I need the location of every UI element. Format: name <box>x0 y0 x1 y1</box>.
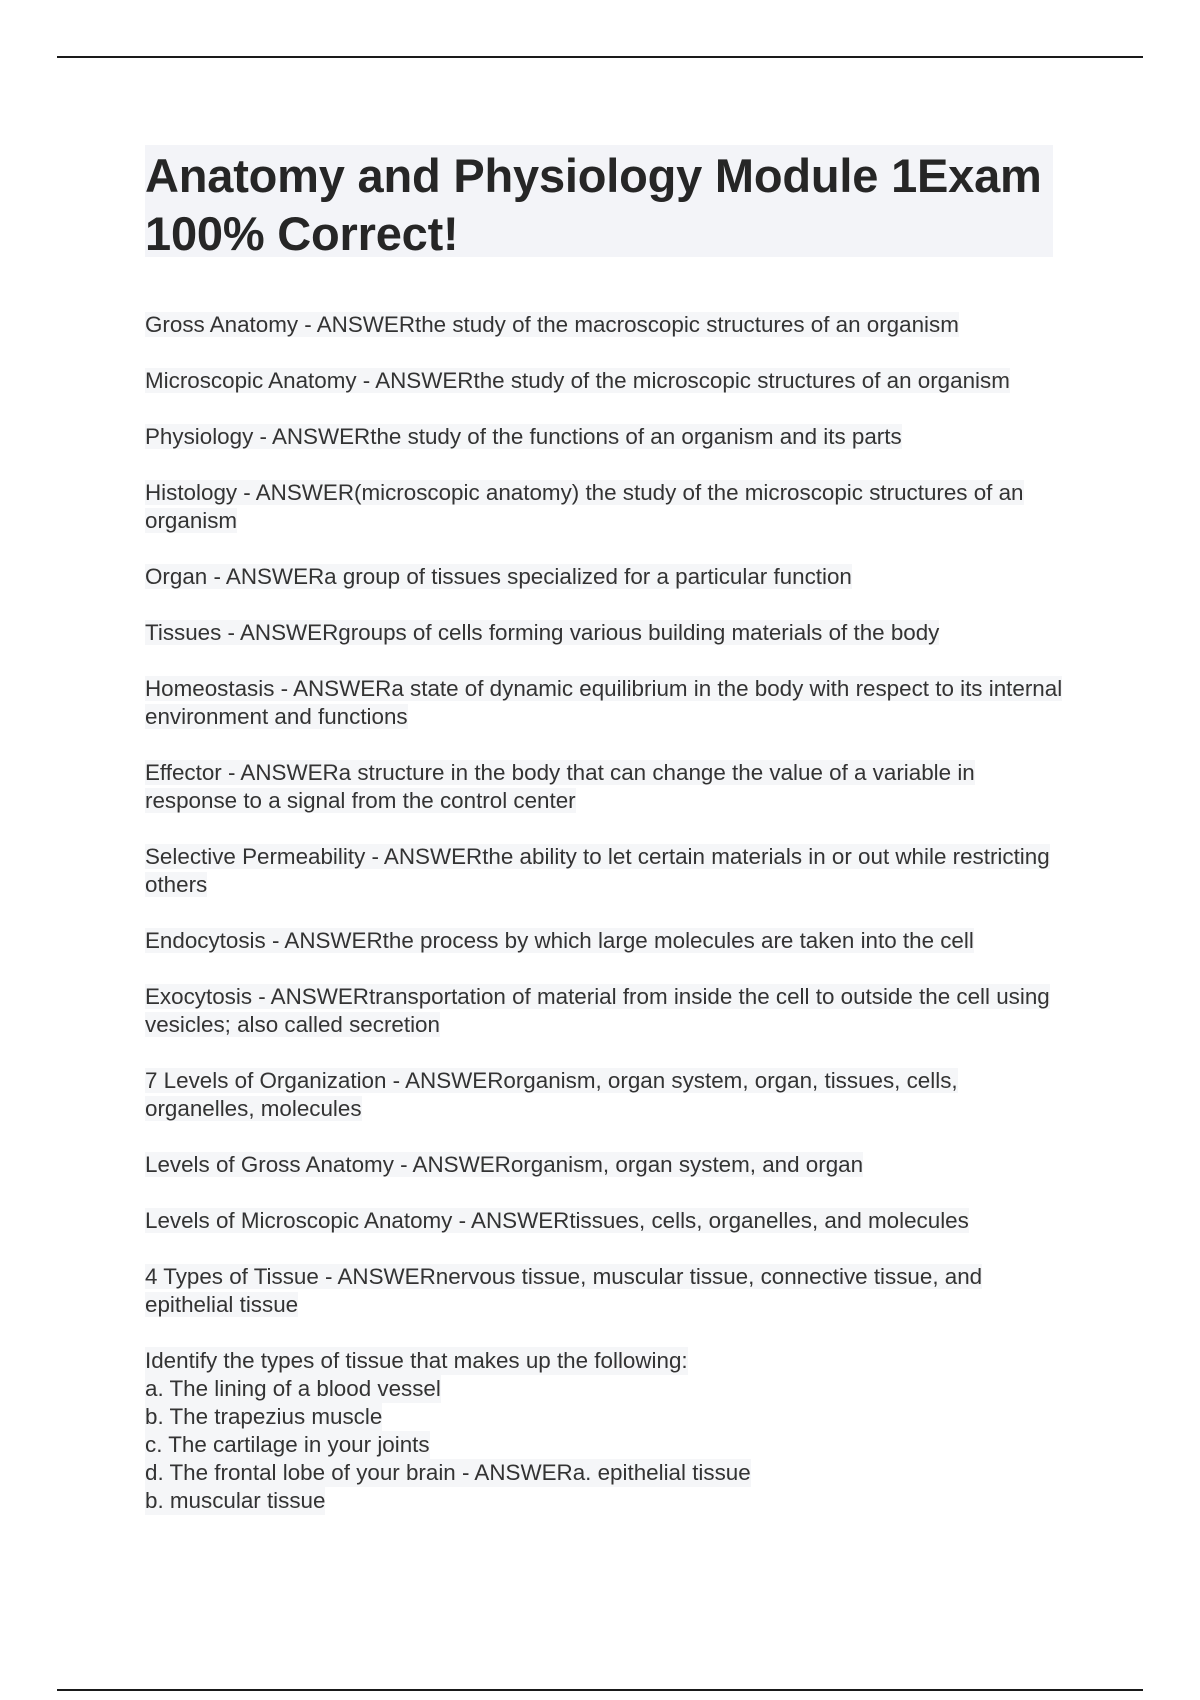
answer-line: b. muscular tissue <box>145 1488 326 1513</box>
qa-entry-organ: Organ - ANSWERa group of tissues specialized for a particular function <box>145 564 852 589</box>
qa-entry-gross-anatomy: Gross Anatomy - ANSWERthe study of the macroscopic structures of an organism <box>145 312 959 337</box>
qa-entry-histology: Histology - ANSWER(microscopic anatomy) the study of the microscopic structures of an organism <box>145 480 1024 533</box>
qa-entry-effector: Effector - ANSWERa structure in the body that can change the value of a variable in response to a signal from the control center <box>145 760 975 813</box>
qa-entry-types-of-tissue: 4 Types of Tissue - ANSWERnervous tissue, muscular tissue, connective tissue, and epithelial tissue <box>145 1264 983 1317</box>
qa-entry-microscopic-anatomy: Microscopic Anatomy - ANSWERthe study of the microscopic structures of an organism <box>145 368 1010 393</box>
qa-entry-levels-of-microscopic-anatomy: Levels of Microscopic Anatomy - ANSWERtissues, cells, organelles, and molecules <box>145 1208 969 1233</box>
question-line: a. The lining of a blood vessel <box>145 1376 441 1401</box>
question-line: c. The cartilage in your joints <box>145 1432 430 1457</box>
qa-entry-levels-of-gross-anatomy: Levels of Gross Anatomy - ANSWERorganism, organ system, and organ <box>145 1152 864 1177</box>
question-line: d. The frontal lobe of your brain - ANSWERa. epithelial tissue <box>145 1460 751 1485</box>
qa-entry-selective-permeability: Selective Permeability - ANSWERthe ability to let certain materials in or out while restricting others <box>145 844 1050 897</box>
document-title: Anatomy and Physiology Module 1Exam 100% Correct! <box>145 149 1042 260</box>
qa-entry-physiology: Physiology - ANSWERthe study of the functions of an organism and its parts <box>145 424 902 449</box>
qa-entry-identify-tissue <box>145 1347 1065 1515</box>
qa-entry-endocytosis: Endocytosis - ANSWERthe process by which large molecules are taken into the cell <box>145 928 974 953</box>
qa-entry-homeostasis: Homeostasis - ANSWERa state of dynamic equilibrium in the body with respect to its internal environment and functions <box>145 676 1063 729</box>
question-line: b. The trapezius muscle <box>145 1404 383 1429</box>
title-block <box>145 145 1053 260</box>
qa-entry-levels-of-organization: 7 Levels of Organization - ANSWERorganism, organ system, organ, tissues, cells, organelles, molecules <box>145 1068 958 1121</box>
bottom-rule <box>57 1689 1143 1691</box>
question-line: Identify the types of tissue that makes up the following: <box>145 1348 688 1373</box>
qa-entry-exocytosis: Exocytosis - ANSWERtransportation of material from inside the cell to outside the cell using vesicles; also called secretion <box>145 984 1050 1037</box>
qa-entry-tissues: Tissues - ANSWERgroups of cells forming various building materials of the body <box>145 620 940 645</box>
top-rule <box>57 56 1143 58</box>
qa-list <box>145 311 1065 1543</box>
